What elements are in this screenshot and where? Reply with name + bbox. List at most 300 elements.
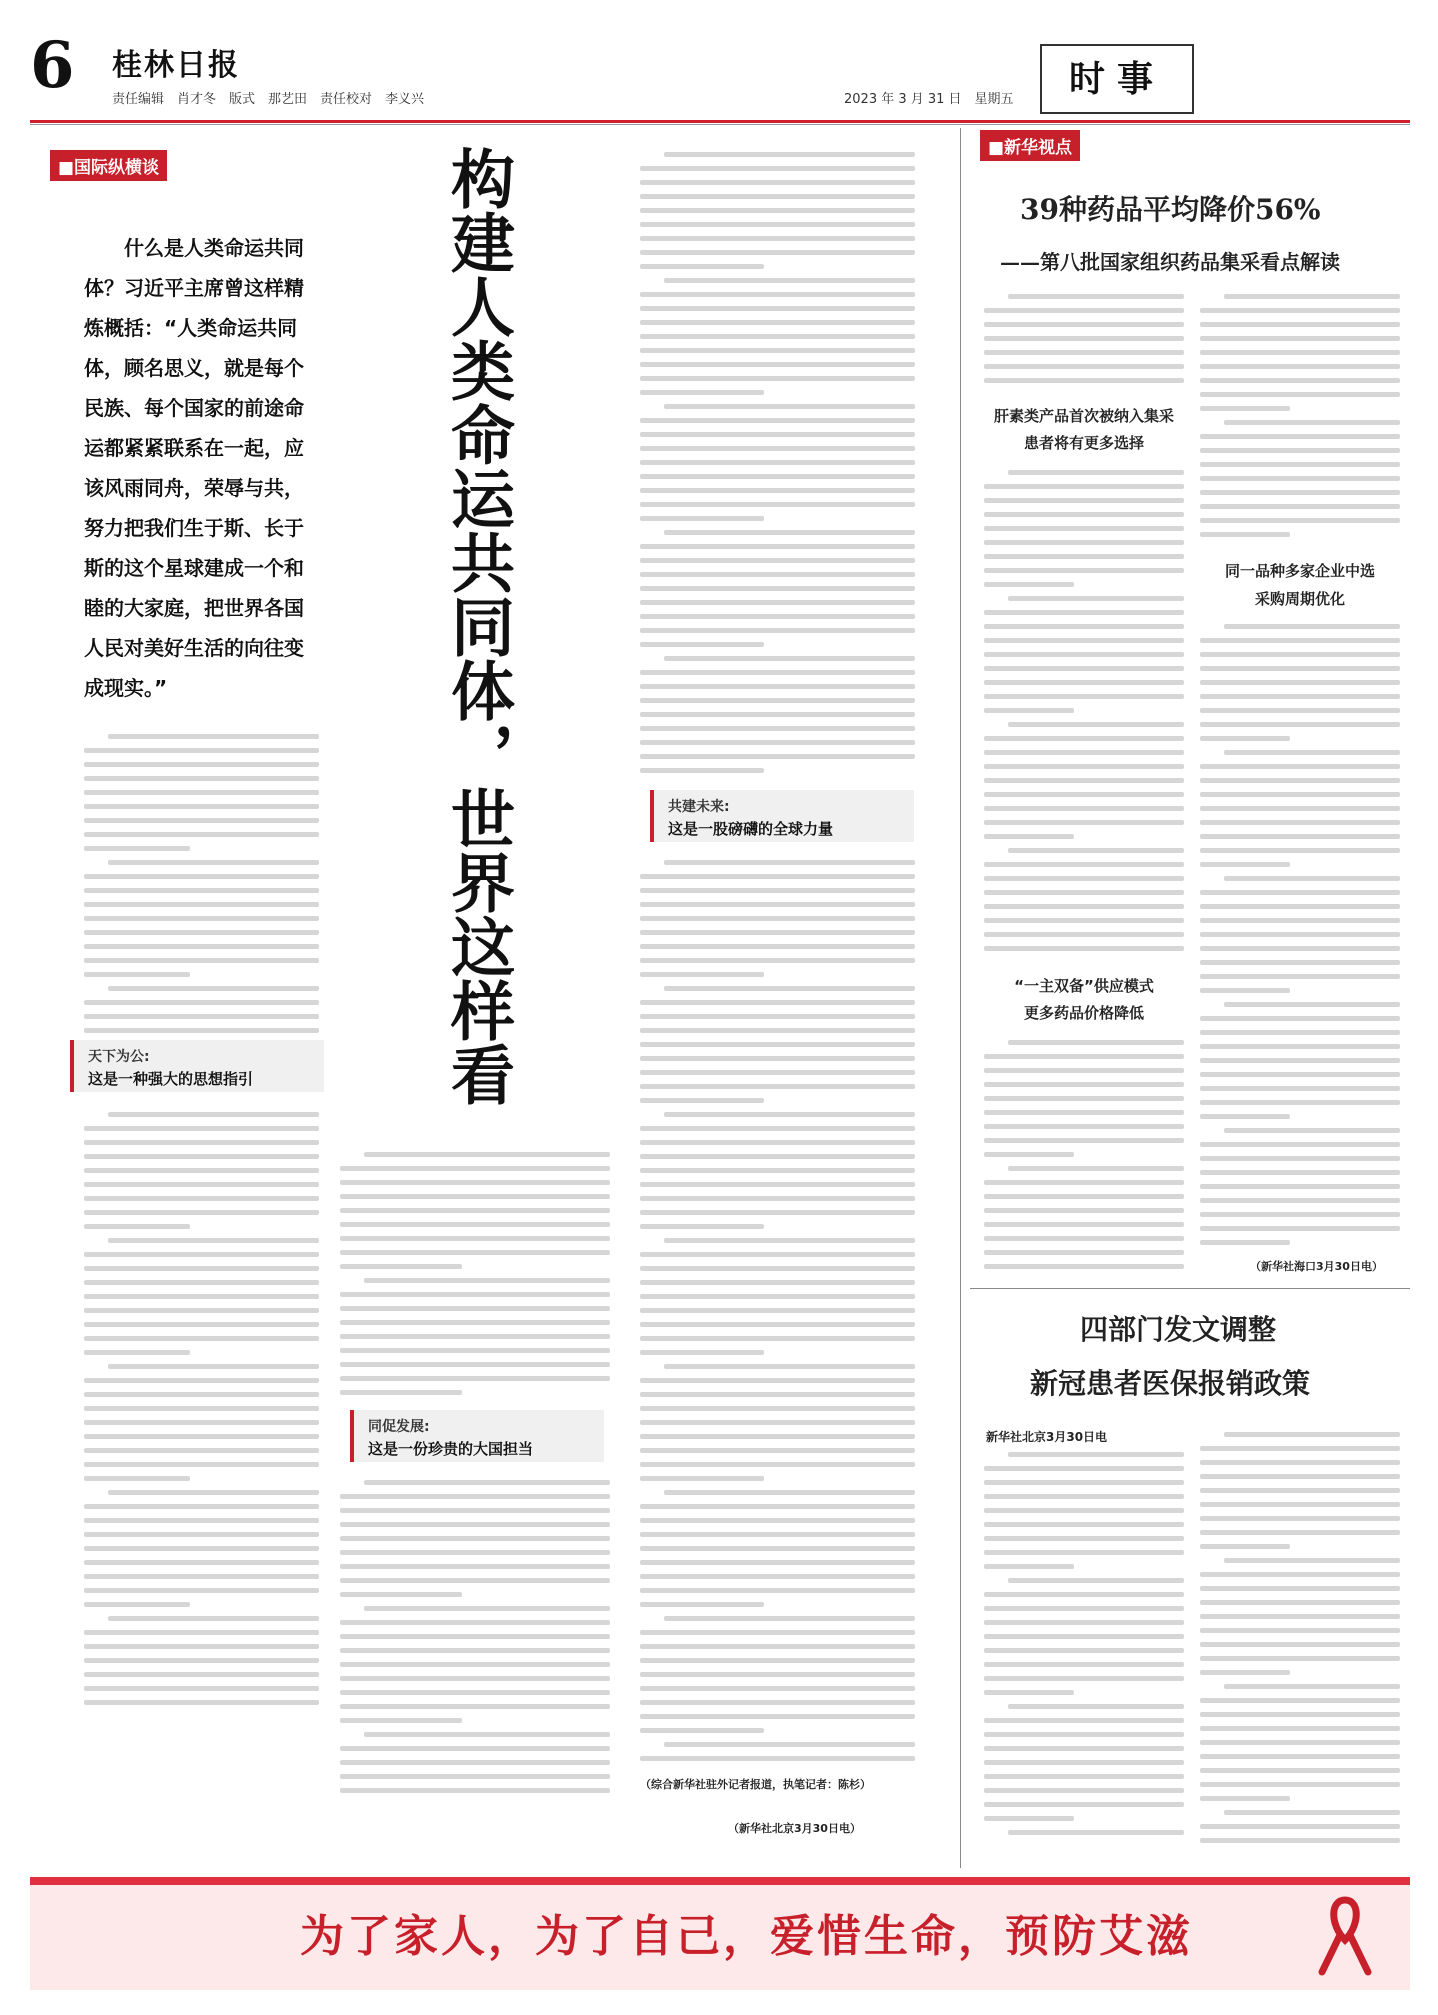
text-line [340, 1578, 610, 1583]
text-line [1200, 722, 1400, 727]
text-line [84, 1700, 319, 1705]
text-line [984, 932, 1184, 937]
text-line [640, 600, 915, 605]
text-line [984, 1662, 1184, 1667]
body-text-block [1200, 1428, 1400, 1848]
text-line [1200, 308, 1400, 313]
text-line [1200, 322, 1400, 327]
subhead-line: “一主双备”供应模式 [1014, 977, 1154, 995]
text-line [1224, 294, 1400, 299]
body-text-block [984, 290, 1184, 395]
text-line [640, 1392, 915, 1397]
text-line [984, 904, 1184, 909]
text-line [640, 1098, 764, 1103]
text-line [984, 1592, 1184, 1597]
body-text-block [984, 466, 1184, 961]
text-line [340, 1690, 610, 1695]
text-line [664, 404, 915, 409]
article-headline: 四部门发文调整 [1080, 1313, 1277, 1346]
text-line [1200, 1614, 1400, 1619]
text-line [1200, 1240, 1290, 1245]
text-line [108, 986, 319, 991]
text-line [84, 1602, 190, 1607]
text-line [340, 1334, 610, 1339]
text-line [984, 1208, 1184, 1213]
body-text-block [340, 1148, 610, 1398]
text-line [984, 624, 1184, 629]
text-line [84, 1476, 190, 1481]
text-line [340, 1704, 610, 1709]
text-line [1200, 974, 1400, 979]
text-line [340, 1320, 610, 1325]
text-line [84, 1672, 319, 1677]
text-line [984, 764, 1184, 769]
text-line [1224, 1128, 1400, 1133]
text-line [340, 1788, 610, 1793]
text-line [640, 1574, 915, 1579]
text-line [84, 972, 190, 977]
text-line [984, 1522, 1184, 1527]
text-line [640, 958, 915, 963]
text-line [984, 1606, 1184, 1611]
text-line [664, 1742, 915, 1747]
text-line [984, 554, 1184, 559]
text-line [84, 846, 190, 851]
text-line [1200, 988, 1290, 993]
text-line [108, 1238, 319, 1243]
text-line [640, 1182, 915, 1187]
text-line [340, 1522, 610, 1527]
text-line [1200, 834, 1400, 839]
text-line [640, 572, 915, 577]
text-line [640, 670, 915, 675]
text-line [84, 1574, 319, 1579]
text-line [340, 1676, 610, 1681]
text-line [984, 806, 1184, 811]
text-line [1200, 1740, 1400, 1745]
text-line [1200, 1642, 1400, 1647]
text-line [1200, 666, 1400, 671]
text-line [84, 1378, 319, 1383]
text-line [1200, 434, 1400, 439]
text-line [640, 222, 915, 227]
text-line [84, 832, 319, 837]
text-line [640, 1672, 915, 1677]
text-line [640, 488, 915, 493]
text-line [640, 1266, 915, 1271]
text-line [640, 1462, 915, 1467]
text-line [84, 1686, 319, 1691]
text-line [640, 1560, 915, 1565]
text-line [1200, 1226, 1400, 1231]
article-subheadline: ——第八批国家组织药品集采看点解读 [1000, 250, 1340, 274]
text-line [984, 876, 1184, 881]
text-line [640, 306, 915, 311]
text-line [640, 544, 915, 549]
text-line [108, 1364, 319, 1369]
text-line [984, 1718, 1184, 1723]
text-line [640, 334, 915, 339]
text-line [1200, 890, 1400, 895]
masthead-rule-thin [30, 124, 1410, 125]
text-line [364, 1606, 610, 1611]
text-line [340, 1264, 462, 1269]
text-line [1200, 1114, 1290, 1119]
text-line [340, 1564, 610, 1569]
text-line [640, 1518, 915, 1523]
text-line [340, 1362, 610, 1367]
text-line [640, 1504, 915, 1509]
text-line [1200, 518, 1400, 523]
text-line [108, 1490, 319, 1495]
text-line [1200, 336, 1400, 341]
text-line [640, 1546, 915, 1551]
text-line [640, 418, 915, 423]
text-line [1200, 476, 1400, 481]
text-line [984, 1564, 1074, 1569]
text-line [1200, 448, 1400, 453]
text-line [640, 1476, 764, 1481]
text-line [984, 1816, 1074, 1821]
text-line [1008, 1578, 1184, 1583]
text-line [640, 1336, 915, 1341]
article-title-vertical: 构建人类命运共同体，世界这样看 [440, 146, 515, 1106]
text-line [84, 1014, 319, 1019]
text-line [640, 1140, 915, 1145]
text-line [640, 930, 915, 935]
text-line [84, 1392, 319, 1397]
text-line [640, 1280, 915, 1285]
text-line [664, 278, 915, 283]
text-line [984, 498, 1184, 503]
text-line [1200, 1516, 1400, 1521]
text-line [84, 1630, 319, 1635]
editor-credits: 责任编辑 肖才冬 版式 那艺田 责任校对 李义兴 [112, 92, 425, 107]
text-line [664, 152, 915, 157]
body-text-block [84, 1108, 319, 1718]
text-line [984, 1732, 1184, 1737]
text-line [84, 1028, 319, 1033]
subhead-box [70, 1040, 324, 1092]
text-line [340, 1306, 610, 1311]
text-line [984, 1634, 1184, 1639]
article-dateline: （新华社海口3月30日电） [1250, 1260, 1383, 1273]
text-line [1200, 1502, 1400, 1507]
text-line [1200, 708, 1400, 713]
text-line [84, 1266, 319, 1271]
text-line [640, 698, 915, 703]
text-line [984, 652, 1184, 657]
text-line [640, 768, 764, 773]
body-text-block [1200, 290, 1400, 550]
text-line [664, 656, 915, 661]
text-line [84, 1140, 319, 1145]
text-line [640, 1406, 915, 1411]
text-line [1224, 1684, 1400, 1689]
text-line [1008, 294, 1184, 299]
text-line [340, 1746, 610, 1751]
text-line [984, 666, 1184, 671]
text-line [984, 1180, 1184, 1185]
issue-date: 2023 年 3 月 31 日 星期五 [844, 92, 1014, 107]
text-line [340, 1662, 610, 1667]
text-line [640, 390, 764, 395]
text-line [1200, 1712, 1400, 1717]
text-line [340, 1634, 610, 1639]
text-line [984, 862, 1184, 867]
text-line [984, 890, 1184, 895]
text-line [84, 874, 319, 879]
text-line [340, 1494, 610, 1499]
text-line [84, 1210, 319, 1215]
text-line [1200, 490, 1400, 495]
text-line [108, 1616, 319, 1621]
text-line [84, 1644, 319, 1649]
text-line [1200, 364, 1400, 369]
text-line [108, 734, 319, 739]
text-line [640, 1532, 915, 1537]
text-line [640, 1378, 915, 1383]
text-line [84, 1532, 319, 1537]
text-line [1200, 848, 1400, 853]
text-line [984, 582, 1074, 587]
text-line [984, 350, 1184, 355]
text-line [640, 1686, 915, 1691]
section-divider [970, 1288, 1410, 1289]
text-line [84, 1560, 319, 1565]
text-line [984, 792, 1184, 797]
text-line [84, 1546, 319, 1551]
body-text-block [340, 1476, 610, 1796]
text-line [984, 1802, 1184, 1807]
text-line [1200, 1586, 1400, 1591]
text-line [1200, 1474, 1400, 1479]
text-line [640, 250, 915, 255]
text-line [640, 1630, 915, 1635]
text-line [340, 1222, 610, 1227]
text-line [1008, 848, 1184, 853]
text-line [984, 336, 1184, 341]
text-line [84, 1504, 319, 1509]
text-line [84, 1308, 319, 1313]
text-line [984, 1466, 1184, 1471]
text-line [1200, 736, 1290, 741]
text-line [1200, 960, 1400, 965]
text-line [340, 1250, 610, 1255]
text-line [640, 1070, 915, 1075]
text-line [1200, 778, 1400, 783]
text-line [1200, 392, 1400, 397]
text-line [984, 308, 1184, 313]
subhead-box [650, 790, 914, 842]
text-line [1200, 1530, 1400, 1535]
text-line [340, 1592, 462, 1597]
text-line [984, 680, 1184, 685]
text-line [984, 1096, 1184, 1101]
text-line [1200, 694, 1400, 699]
text-line [984, 1788, 1184, 1793]
text-line [1200, 1446, 1400, 1451]
text-line [340, 1236, 610, 1241]
text-line [1224, 624, 1400, 629]
text-line [640, 614, 915, 619]
text-line [1200, 1838, 1400, 1843]
text-line [640, 376, 915, 381]
text-line [1200, 1656, 1400, 1661]
text-line [84, 1154, 319, 1159]
text-line [1224, 420, 1400, 425]
text-line [84, 804, 319, 809]
text-line [1200, 1198, 1400, 1203]
text-line [640, 1210, 915, 1215]
text-line [640, 180, 915, 185]
subhead-line: 患者将有更多选择 [1023, 434, 1144, 452]
text-line [640, 432, 915, 437]
subhead-label: 天下为公: [88, 1049, 150, 1065]
text-line [640, 1000, 915, 1005]
text-line [84, 888, 319, 893]
text-line [340, 1348, 610, 1353]
text-line [640, 1168, 915, 1173]
text-line [640, 292, 915, 297]
banner-top-band [30, 1877, 1410, 1885]
article-byline: （综合新华社驻外记者报道，执笔记者：陈杉） [640, 1778, 871, 1791]
text-line [664, 860, 915, 865]
text-line [1200, 1156, 1400, 1161]
text-line [1200, 1044, 1400, 1049]
text-line [984, 1124, 1184, 1129]
text-line [1200, 1824, 1400, 1829]
text-line [1008, 722, 1184, 727]
text-line [1200, 1768, 1400, 1773]
text-line [1224, 876, 1400, 881]
text-line [984, 1250, 1184, 1255]
text-line [640, 1434, 915, 1439]
text-line [984, 1676, 1184, 1681]
text-line [1008, 1166, 1184, 1171]
text-line [340, 1292, 610, 1297]
text-line [1200, 1754, 1400, 1759]
text-line [640, 1252, 915, 1257]
text-line [984, 820, 1184, 825]
text-line [84, 1588, 319, 1593]
text-line [84, 762, 319, 767]
text-line [84, 1658, 319, 1663]
text-line [640, 502, 915, 507]
text-line [340, 1390, 462, 1395]
text-line [984, 1620, 1184, 1625]
text-line [340, 1180, 610, 1185]
text-line [84, 1196, 319, 1201]
masthead-rule [30, 120, 1410, 123]
text-line [984, 1082, 1184, 1087]
text-line [984, 1536, 1184, 1541]
text-line [640, 1728, 764, 1733]
text-line [984, 1194, 1184, 1199]
text-line [108, 1112, 319, 1117]
text-line [640, 1700, 915, 1705]
text-line [640, 1056, 915, 1061]
text-line [1200, 378, 1400, 383]
text-line [364, 1480, 610, 1485]
text-line [1200, 652, 1400, 657]
text-line [640, 1714, 915, 1719]
text-line [1200, 1628, 1400, 1633]
text-line [1200, 504, 1400, 509]
text-line [1224, 1558, 1400, 1563]
text-line [1200, 350, 1400, 355]
text-line [640, 446, 915, 451]
text-line [640, 586, 915, 591]
text-line [84, 1336, 319, 1341]
text-line [340, 1166, 610, 1171]
text-line [984, 1054, 1184, 1059]
text-line [640, 362, 915, 367]
text-line [1008, 470, 1184, 475]
text-line [640, 628, 915, 633]
text-line [1200, 1030, 1400, 1035]
text-line [984, 1152, 1074, 1157]
text-line [1200, 680, 1400, 685]
text-line [664, 1616, 915, 1621]
text-line [984, 540, 1184, 545]
text-line [84, 1182, 319, 1187]
text-line [984, 736, 1184, 741]
text-line [984, 1508, 1184, 1513]
text-line [640, 1756, 915, 1761]
subhead-line: 肝素类产品首次被纳入集采 [993, 407, 1174, 425]
text-line [84, 902, 319, 907]
text-line [1200, 1212, 1400, 1217]
text-line [1200, 1572, 1400, 1577]
text-line [84, 1420, 319, 1425]
text-line [108, 860, 319, 865]
text-line [640, 1014, 915, 1019]
text-line [1200, 764, 1400, 769]
text-line [1200, 806, 1400, 811]
text-line [1200, 1544, 1290, 1549]
body-text-block [84, 730, 319, 1050]
text-line [84, 916, 319, 921]
text-line [84, 1406, 319, 1411]
text-line [640, 166, 915, 171]
text-line [84, 1350, 190, 1355]
text-line [84, 958, 319, 963]
text-line [84, 944, 319, 949]
text-line [1200, 946, 1400, 951]
text-line [340, 1194, 610, 1199]
text-line [640, 1126, 915, 1131]
text-line [340, 1620, 610, 1625]
text-line [1200, 1698, 1400, 1703]
article-headline: 39种药品平均降价56% [1020, 193, 1321, 226]
text-line [340, 1376, 610, 1381]
text-line [984, 1648, 1184, 1653]
text-line [84, 1168, 319, 1173]
text-line [364, 1732, 610, 1737]
body-text-block [984, 1448, 1184, 1848]
text-line [84, 1448, 319, 1453]
body-text-block [1200, 620, 1400, 1250]
text-line [340, 1208, 610, 1213]
text-line [664, 1112, 915, 1117]
text-line [1200, 462, 1400, 467]
text-line [984, 1690, 1074, 1695]
article-intro: 什么是人类命运共同体？习近平主席曾这样精炼概括：“人类命运共同体，顾名思义，就是每个民族、每个国家的前途命运都紧紧联系在一起，应该风雨同舟，荣辱与共，努力把我们生于斯、长于斯的这个星球建成一个和睦的大家庭，把世界各国人民对美好生活的向往变成现实。” [84, 236, 304, 700]
text-line [984, 1110, 1184, 1115]
text-line [84, 748, 319, 753]
text-line [84, 1252, 319, 1257]
